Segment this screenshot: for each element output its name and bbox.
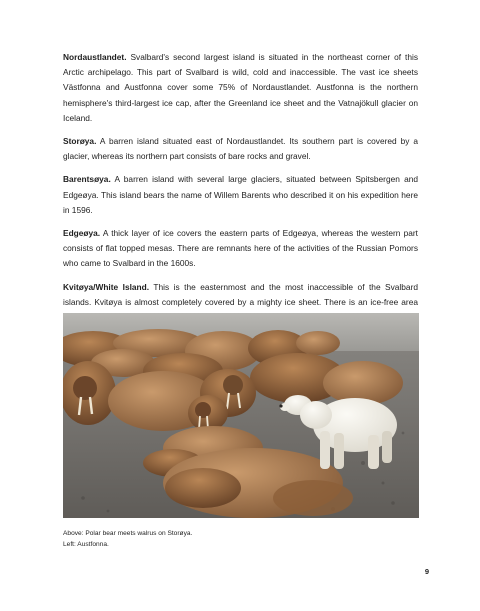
section-heading: Kvitøya/White Island.	[63, 281, 150, 292]
section-heading: Edgeøya.	[63, 228, 101, 239]
section-text: A barren island with several large glaciers, situated between Spitsbergen and Edgeøya. This island bears the name of Willem Barents who described it on his expedition here in 1596.	[63, 174, 418, 215]
section-text: A thick layer of ice covers the eastern parts of Edgeøya, whereas the western part consists of flat topped mesas. There are remnants here of the activities of the Russian Pomors who came to Svalbard in the 1600s.	[63, 228, 419, 269]
section-text: Svalbard's second largest island is situated in the northeast corner of this Arctic archipelago. This part of Svalbard is wild, cold and inaccessible. The vast ice sheets Västfonna and Austfonna cover some 75% of Nordaustlandet. Austfonna is the northern hemisphere's third-largest ice cap, after the Greenland ice sheet and the Vatnajökull glacier on Iceland.	[63, 52, 418, 123]
section-heading: Barentsøya.	[63, 174, 111, 185]
photo-caption	[63, 529, 192, 550]
page-number: 9	[424, 567, 429, 576]
section-heading: Storøya.	[63, 136, 97, 147]
section-heading: Nordaustlandet.	[63, 52, 127, 62]
section-edgeoya	[63, 226, 418, 272]
section-storoya	[63, 134, 418, 164]
section-barentsoya	[63, 172, 418, 218]
caption-line-above: Above: Polar bear meets walrus on Storøya.	[63, 530, 193, 537]
caption-line-left: Left: Austfonna.	[63, 540, 109, 548]
polar-bear-walrus-photo	[63, 313, 419, 518]
section-text: This is the easternmost and the most inaccessible of the Svalbard islands. Kvitøya is almost completely covered by a mighty ice sheet. There is an ice-free area	[63, 281, 418, 307]
section-nordaustlandet	[63, 50, 418, 126]
section-text: A barren island situated east of Nordaustlandet. Its southern part is covered by a glacier, whereas its northern part consists of bare rocks and gravel.	[63, 136, 418, 162]
